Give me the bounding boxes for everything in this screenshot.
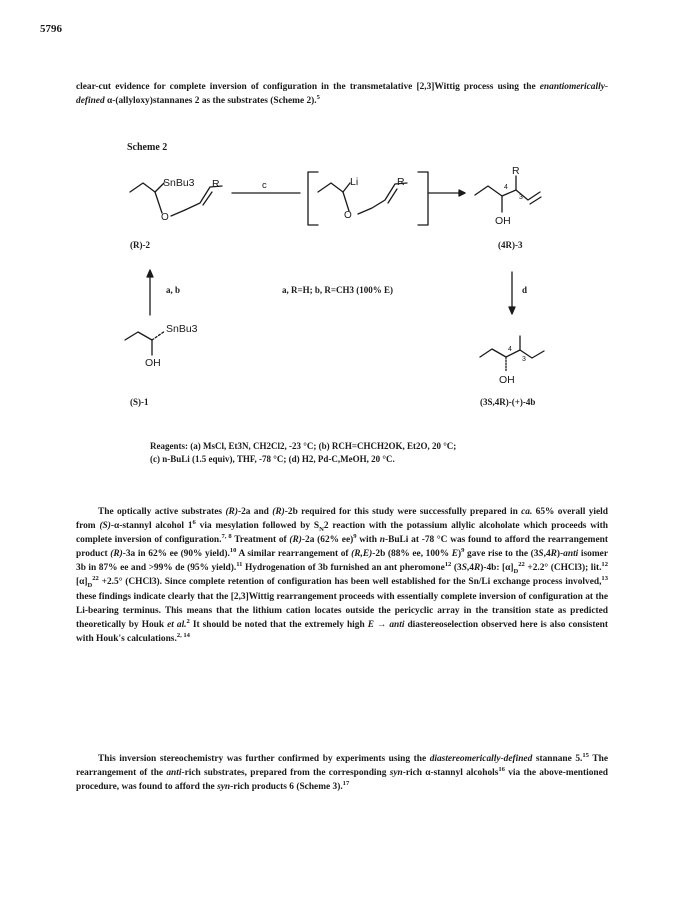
compound-2-oxygen: O [161, 212, 169, 223]
bracket-right [418, 172, 428, 225]
reagent-d: d [522, 285, 528, 295]
compound-2-c-o [155, 192, 162, 213]
reagent-ab: a, b [166, 285, 181, 295]
compound-3-chain [475, 186, 516, 196]
intermediate-c-o [343, 192, 349, 211]
intermediate-r: R [397, 176, 405, 188]
label-compound-2: (R)-2 [130, 240, 150, 250]
compound-4b-oh: OH [499, 374, 515, 386]
body-paragraph-2: This inversion stereochemistry was further confirmed by experiments using the diastereomerically-defined stannane 5.15 The rearrangement of the anti-rich substrates, prepared from the corresponding syn-rich α-stannyl alcohols$^{16}$ via the above-mentioned procedure, was found to afford the syn-rich products 6 (Scheme 3).$^{17}$ [76, 751, 609, 793]
arrow-head-ab [147, 270, 153, 277]
compound-2-o-ch2 [171, 210, 185, 216]
reagents-line-1: Reagents: (a) MsCl, Et3N, CH2Cl2, -23 °C; (b) RCH=CHCH2OK, Et2O, 20 °C; [150, 441, 457, 451]
intro-paragraph: clear-cut evidence for complete inversion of configuration in the transmetalative [2,3]Wittig process using the enantiomerically-defined α-(allyloxy)stannanes 2 as the substrates (Scheme 2).$^5$ [76, 82, 608, 107]
compound-4b-locant-3: 3 [522, 356, 526, 363]
compound-4b-chain [480, 349, 544, 358]
body-paragraph-1: The optically active substrates (R)-2a and (R)-2b required for this study were successfully prepared in ca. 65% overall yield from (S)-α-stannyl alcohol $1^6$ via mesylation followed by $S_N2$ reaction with the potassium allylic alcoholate which proceeds with complete inversion of configuration.$^{7, 8}$ Treatment of (R)-2a (62% ee)$^9$ with n-BuLi at -78 °C was found to afford the rearrangement product (R)-3a in 62% ee (90% yield).$^{10}$ A similar rearrangement of (R,E)-2b (88% ee, 100% E)$^9$ gave rise to the (3S,4R)-anti isomer 3b in 87% ee and >99% de (95% yield).$^{11}$ Hydrogenation of 3b furnished an ant pheromone$^{12}$ (3S,4R)-4b: $[\alpha]_D^{22} +2.2^\circ$ (CHCl3); lit.$^{12}$ $[\alpha]_D^{22} +2.5^\circ$ (CHCl3). Since complete retention of configuration has been well established for the Sn/Li exchange process involved,$^{13}$ these findings indicate clearly that the [2,3]Wittig rearrangement proceeds with essentially complete inversion of configuration at the Li-bearing terminus. This means that the lithium cation locates outside the pericyclic array in the transition state as predicted theoretically by Houk et al.$^2$ It should be noted that the extremely high E → anti diastereoselection observed here is also consistent with Houk's calculations.$^{2, 14}$ [76, 507, 609, 644]
compound-4b-locant-4: 4 [508, 346, 512, 353]
compound-3-r: R [512, 165, 520, 177]
compound-2-snbu3: SnBu3 [163, 177, 195, 189]
compound-2-ethyl [130, 183, 155, 192]
compound-3-locant-4: 4 [504, 184, 508, 191]
scheme-title: Scheme 2 [127, 142, 168, 153]
compound-3-oh: OH [495, 215, 511, 227]
compound-1-hashed-sn [152, 331, 165, 340]
compound-2-r: R [212, 178, 220, 190]
reagents-line-2: (c) n-BuLi (1.5 equiv), THF, -78 °C; (d) H2, Pd-C,MeOH, 20 °C. [150, 454, 395, 464]
scheme-conditions: a, R=H; b, R=CH3 (100% E) [282, 285, 394, 295]
compound-3-locant-3: 3 [519, 194, 523, 201]
intermediate-oxygen: O [344, 210, 352, 221]
intermediate-li-bond [343, 183, 350, 192]
compound-1-chain [125, 332, 152, 340]
label-compound-1: (S)-1 [130, 397, 149, 407]
intermediate-double [388, 189, 397, 203]
label-compound-3: (4R)-3 [498, 240, 523, 250]
compound-1-oh: OH [145, 357, 161, 369]
arrow-head-d [509, 307, 515, 314]
compound-2-double [203, 192, 212, 205]
arrow-head-3 [459, 190, 465, 196]
bracket-left [308, 172, 318, 225]
compound-1-snbu3: SnBu3 [166, 323, 198, 335]
reagents-block [150, 440, 600, 466]
intermediate-li: Li [350, 176, 359, 188]
page-number: 5796 [40, 23, 62, 35]
reagent-c: c [262, 180, 267, 191]
intermediate-ethyl [318, 183, 343, 192]
label-compound-4b: (3S,4R)-(+)-4b [480, 397, 536, 407]
